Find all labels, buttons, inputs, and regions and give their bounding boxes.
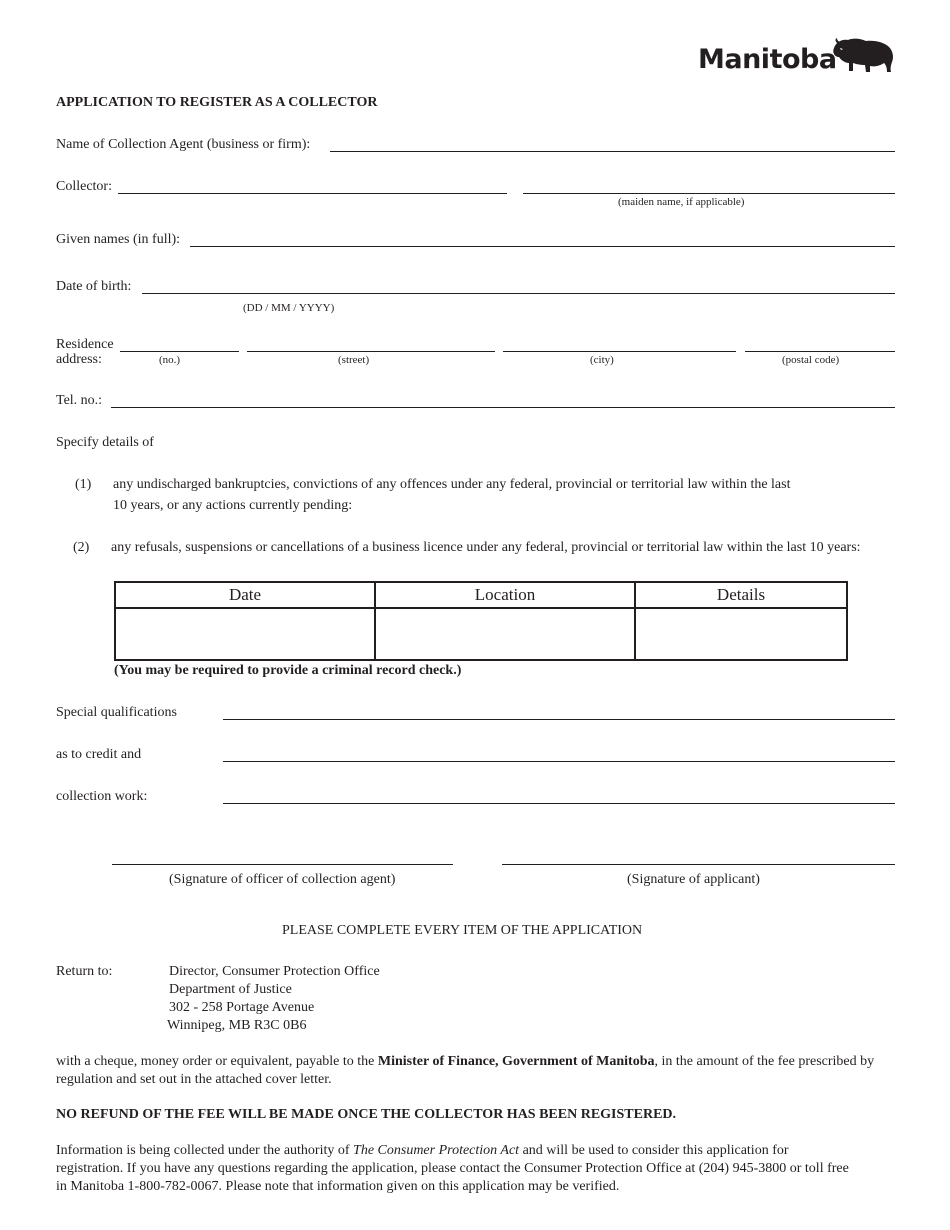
agent-name-field[interactable] bbox=[330, 151, 895, 152]
dob-format-hint: (DD / MM / YYYY) bbox=[243, 302, 335, 314]
details-intro: Specify details of bbox=[56, 435, 154, 450]
agent-name-label: Name of Collection Agent (business or firm): bbox=[56, 137, 311, 152]
item2-text: any refusals, suspensions or cancellations of a business licence under any federal, provincial or territorial law within the last 10 years: bbox=[111, 540, 861, 555]
complete-notice: PLEASE COMPLETE EVERY ITEM OF THE APPLICATION bbox=[282, 923, 643, 938]
details-cell[interactable] bbox=[635, 608, 847, 660]
residence-street-hint: (street) bbox=[338, 354, 370, 366]
details-table bbox=[114, 581, 848, 661]
qualifications-label-3: collection work: bbox=[56, 789, 148, 804]
address-line-2: Department of Justice bbox=[169, 982, 292, 997]
return-to-label: Return to: bbox=[56, 964, 113, 979]
residence-postal-hint: (postal code) bbox=[782, 354, 840, 366]
qualifications-field-2[interactable] bbox=[223, 761, 895, 762]
payee-name: Minister of Finance, Government of Manitoba bbox=[377, 1054, 655, 1069]
payment-text-post: , in the amount of the fee prescribed by regulation and set out in the attached cover letter. bbox=[56, 1054, 875, 1087]
qualifications-label-2: as to credit and bbox=[56, 747, 142, 762]
form-title: APPLICATION TO REGISTER AS A COLLECTOR bbox=[56, 95, 378, 110]
item1-text-line1: any undischarged bankruptcies, convictions of any offences under any federal, provincial or territorial law within the last bbox=[113, 477, 791, 492]
address-label: address: bbox=[56, 352, 102, 367]
residence-postal-field[interactable] bbox=[745, 351, 895, 352]
tel-field[interactable] bbox=[111, 407, 895, 408]
dob-label: Date of birth: bbox=[56, 279, 132, 294]
residence-city-hint: (city) bbox=[590, 354, 614, 366]
address-line-4: Winnipeg, MB R3C 0B6 bbox=[167, 1018, 307, 1033]
applicant-signature-caption: (Signature of applicant) bbox=[627, 872, 760, 887]
collector-label: Collector: bbox=[56, 179, 112, 194]
residence-no-hint: (no.) bbox=[159, 354, 181, 366]
criminal-record-note: (You may be required to provide a criminal record check.) bbox=[114, 663, 462, 678]
address-line-3: 302 - 258 Portage Avenue bbox=[169, 1000, 315, 1015]
residence-no-field[interactable] bbox=[120, 351, 239, 352]
qualifications-label-1: Special qualifications bbox=[56, 705, 177, 720]
info-text-pre: Information is being collected under the authority of bbox=[56, 1143, 354, 1158]
table-row bbox=[115, 608, 847, 660]
item2-number: (2) bbox=[73, 540, 90, 555]
no-refund-notice: NO REFUND OF THE FEE WILL BE MADE ONCE THE COLLECTOR HAS BEEN REGISTERED. bbox=[56, 1107, 677, 1122]
tel-label: Tel. no.: bbox=[56, 393, 103, 408]
payment-text-pre: with a cheque, money order or equivalent, payable to the bbox=[56, 1054, 378, 1069]
residence-street-field[interactable] bbox=[247, 351, 495, 352]
column-details: Details bbox=[635, 582, 847, 608]
officer-signature-field[interactable] bbox=[112, 864, 453, 865]
residence-city-field[interactable] bbox=[503, 351, 736, 352]
maiden-name-note: (maiden name, if applicable) bbox=[618, 196, 745, 208]
maiden-name-field[interactable] bbox=[523, 193, 895, 194]
qualifications-field-3[interactable] bbox=[223, 803, 895, 804]
payment-paragraph bbox=[56, 1053, 876, 1089]
column-location: Location bbox=[375, 582, 635, 608]
qualifications-field-1[interactable] bbox=[223, 719, 895, 720]
location-cell[interactable] bbox=[375, 608, 635, 660]
given-names-label: Given names (in full): bbox=[56, 232, 181, 247]
date-cell[interactable] bbox=[115, 608, 375, 660]
bison-icon bbox=[832, 38, 896, 78]
given-names-field[interactable] bbox=[190, 246, 895, 247]
item1-number: (1) bbox=[75, 477, 92, 492]
act-name: The Consumer Protection Act bbox=[353, 1143, 520, 1158]
collector-surname-field[interactable] bbox=[118, 193, 507, 194]
address-line-1: Director, Consumer Protection Office bbox=[169, 964, 380, 979]
privacy-paragraph bbox=[56, 1142, 856, 1196]
info-text-post: and will be used to consider this application for registration. If you have any questions regarding the application, please contact the Consumer Protection Office at (204) 945-3800 or toll free in Manitoba 1-800-782-0067. Please note that information given on this application may be verified. bbox=[56, 1143, 849, 1194]
dob-field[interactable] bbox=[142, 293, 895, 294]
column-date: Date bbox=[115, 582, 375, 608]
table-header-row bbox=[115, 582, 847, 608]
officer-signature-caption: (Signature of officer of collection agent) bbox=[169, 872, 396, 887]
logo-wordmark: Manitoba bbox=[698, 44, 837, 75]
applicant-signature-field[interactable] bbox=[502, 864, 895, 865]
manitoba-logo bbox=[698, 38, 896, 80]
residence-label: Residence bbox=[56, 337, 114, 352]
item1-text-line2: 10 years, or any actions currently pending: bbox=[113, 498, 353, 513]
